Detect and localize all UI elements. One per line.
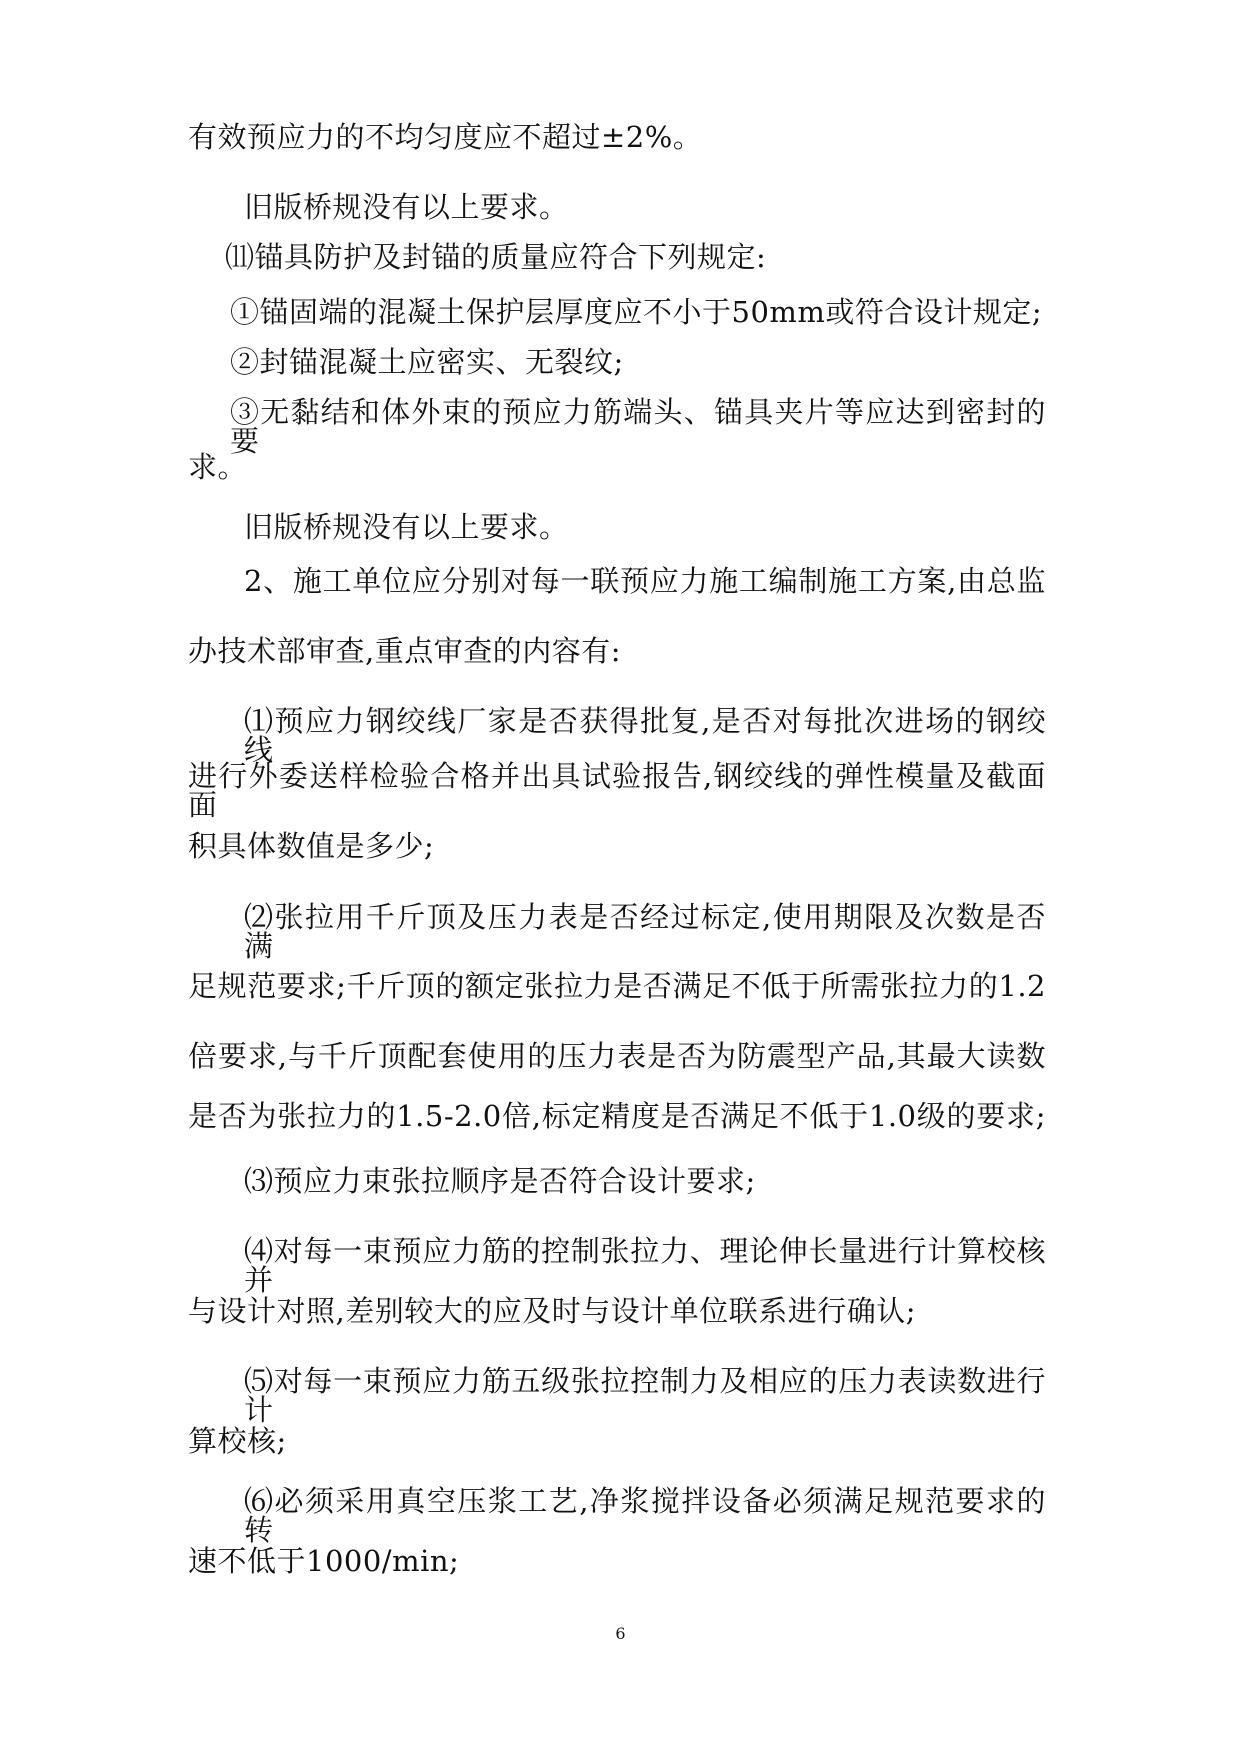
text-line-16: 倍要求,与千斤顶配套使用的压力表是否为防震型产品,其最大读数 — [188, 1039, 1046, 1073]
text-line-20: 与设计对照,差别较大的应及时与设计单位联系进行确认; — [188, 1294, 916, 1328]
text-line-14: ⑵张拉用千斤顶及压力表是否经过标定,使用期限及次数是否满 — [244, 900, 1046, 963]
text-line-12: 进行外委送样检验合格并出具试验报告,钢绞线的弹性模量及截面面 — [188, 759, 1046, 822]
text-line-17: 是否为张拉力的1.5-2.0倍,标定精度是否满足不低于1.0级的要求; — [188, 1099, 1046, 1133]
text-line-18: ⑶预应力束张拉顺序是否符合设计要求; — [244, 1164, 756, 1198]
text-line-10: 办技术部审查,重点审查的内容有: — [188, 634, 621, 668]
text-line-22: 算校核; — [188, 1424, 287, 1458]
text-line-13: 积具体数值是多少; — [188, 829, 435, 863]
text-line-1: 有效预应力的不均匀度应不超过±2%。 — [188, 120, 703, 154]
text-line-7: 求。 — [188, 450, 248, 484]
text-line-11: ⑴预应力钢绞线厂家是否获得批复,是否对每批次进场的钢绞线 — [244, 704, 1046, 767]
text-line-9: 2、施工单位应分别对每一联预应力施工编制施工方案,由总监 — [244, 564, 1046, 598]
text-line-2: 旧版桥规没有以上要求。 — [244, 190, 569, 224]
text-line-6: ③无黏结和体外束的预应力筋端头、锚具夹片等应达到密封的要 — [230, 395, 1046, 458]
text-line-21: ⑸对每一束预应力筋五级张拉控制力及相应的压力表读数进行计 — [244, 1364, 1046, 1427]
text-line-5: ②封锚混凝土应密实、无裂纹; — [230, 345, 624, 379]
text-line-19: ⑷对每一束预应力筋的控制张拉力、理论伸长量进行计算校核并 — [244, 1234, 1046, 1297]
text-line-4: ①锚固端的混凝土保护层厚度应不小于50mm或符合设计规定; — [230, 295, 1043, 329]
text-line-15: 足规范要求;千斤顶的额定张拉力是否满足不低于所需张拉力的1.2 — [188, 969, 1046, 1003]
text-line-3: ⑾锚具防护及封锚的质量应符合下列规定: — [225, 240, 767, 274]
text-line-24: 速不低于1000/min; — [188, 1544, 460, 1578]
page-number: 6 — [615, 1624, 626, 1643]
text-line-8: 旧版桥规没有以上要求。 — [244, 510, 569, 544]
text-line-23: ⑹必须采用真空压浆工艺,净浆搅拌设备必须满足规范要求的转 — [244, 1484, 1046, 1547]
